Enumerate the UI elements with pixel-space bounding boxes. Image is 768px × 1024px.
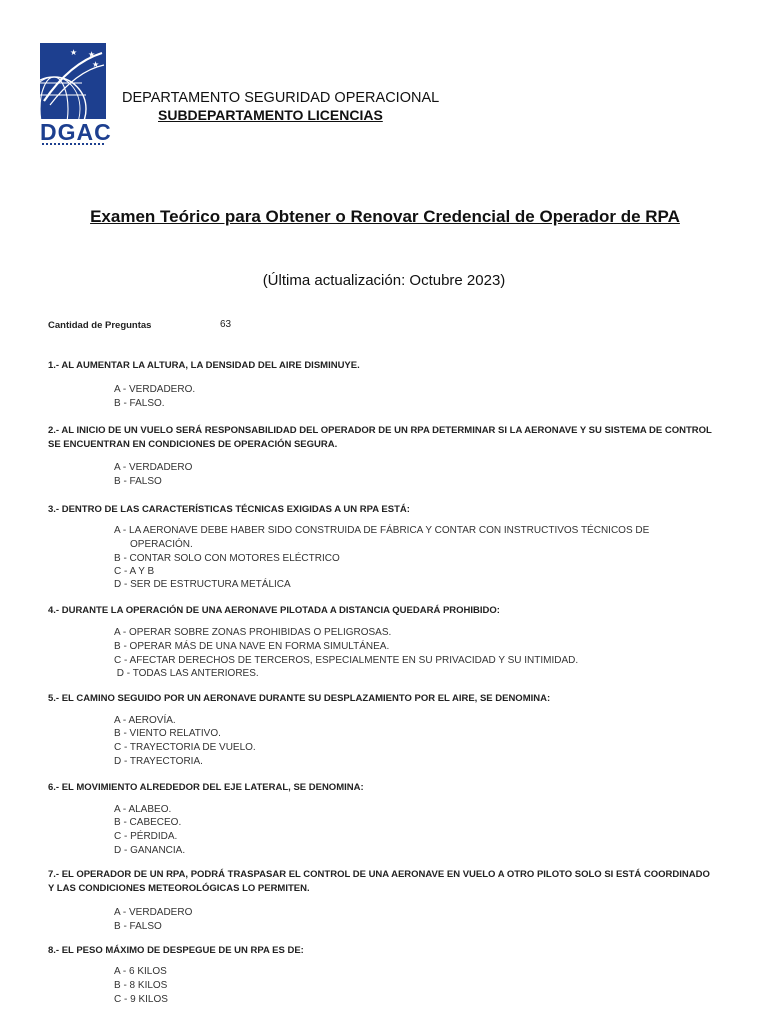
last-updated: (Última actualización: Octubre 2023) bbox=[262, 272, 506, 289]
option-3a: A - LA AERONAVE DEBE HABER SIDO CONSTRUIDA DE FÁBRICA Y CONTAR CON INSTRUCTIVOS TÉCNICOS DE OPERACIÓN. bbox=[114, 525, 650, 550]
question-count-label: Cantidad de Preguntas bbox=[48, 320, 152, 331]
question-6: 6.- EL MOVIMIENTO ALREDEDOR DEL EJE LATERAL, SE DENOMINA: bbox=[48, 782, 364, 793]
option-6c: C - PÉRDIDA. bbox=[114, 831, 178, 842]
option-2b: B - FALSO bbox=[114, 476, 162, 487]
subdepartment-heading: SUBDEPARTAMENTO LICENCIAS bbox=[158, 107, 383, 123]
option-5a: A - AEROVÍA. bbox=[114, 715, 176, 726]
option-4d: D - TODAS LAS ANTERIORES. bbox=[114, 668, 259, 679]
dgac-logo bbox=[40, 43, 112, 145]
question-1: 1.- AL AUMENTAR LA ALTURA, LA DENSIDAD DEL AIRE DISMINUYE. bbox=[48, 360, 360, 371]
svg-text:★: ★ bbox=[70, 48, 78, 57]
option-5c: C - TRAYECTORIA DE VUELO. bbox=[114, 742, 256, 753]
option-5d: D - TRAYECTORIA. bbox=[114, 756, 203, 767]
logo-wordmark: DGAC bbox=[40, 119, 112, 145]
option-3c: C - A Y B bbox=[114, 566, 155, 577]
logo-subtext bbox=[42, 143, 104, 148]
exam-title: Examen Teórico para Obtener o Renovar Credencial de Operador de RPA bbox=[90, 207, 680, 226]
globe-emblem-icon bbox=[40, 43, 106, 119]
option-6a: A - ALABEO. bbox=[114, 804, 172, 815]
option-7b: B - FALSO bbox=[114, 921, 162, 932]
question-4: 4.- DURANTE LA OPERACIÓN DE UNA AERONAVE PILOTADA A DISTANCIA QUEDARÁ PROHIBIDO: bbox=[48, 605, 500, 616]
option-1b: B - FALSO. bbox=[114, 398, 165, 409]
svg-text:★: ★ bbox=[92, 60, 100, 69]
option-1a: A - VERDADERO. bbox=[114, 384, 196, 395]
option-6b: B - CABECEO. bbox=[114, 817, 182, 828]
svg-text:★: ★ bbox=[88, 50, 96, 59]
question-8: 8.- EL PESO MÁXIMO DE DESPEGUE DE UN RPA ES DE: bbox=[48, 945, 304, 956]
option-2a: A - VERDADERO bbox=[114, 462, 193, 473]
option-3b: B - CONTAR SOLO CON MOTORES ELÉCTRICO bbox=[114, 553, 340, 564]
option-8a: A - 6 KILOS bbox=[114, 966, 167, 977]
department-heading: DEPARTAMENTO SEGURIDAD OPERACIONAL bbox=[122, 90, 440, 106]
option-4b: B - OPERAR MÁS DE UNA NAVE EN FORMA SIMULTÁNEA. bbox=[114, 641, 390, 652]
option-6d: D - GANANCIA. bbox=[114, 845, 186, 856]
option-8c: C - 9 KILOS bbox=[114, 994, 168, 1005]
option-4a: A - OPERAR SOBRE ZONAS PROHIBIDAS O PELIGROSAS. bbox=[114, 627, 392, 638]
option-7a: A - VERDADERO bbox=[114, 907, 193, 918]
question-3: 3.- DENTRO DE LAS CARACTERÍSTICAS TÉCNICAS EXIGIDAS A UN RPA ESTÁ: bbox=[48, 504, 410, 515]
option-4c: C - AFECTAR DERECHOS DE TERCEROS, ESPECIALMENTE EN SU PRIVACIDAD Y SU INTIMIDAD. bbox=[114, 655, 579, 666]
option-8b: B - 8 KILOS bbox=[114, 980, 168, 991]
option-3d: D - SER DE ESTRUCTURA METÁLICA bbox=[114, 579, 291, 590]
question-count-value: 63 bbox=[220, 319, 232, 330]
option-5b: B - VIENTO RELATIVO. bbox=[114, 728, 221, 739]
question-5: 5.- EL CAMINO SEGUIDO POR UN AERONAVE DURANTE SU DESPLAZAMIENTO POR EL AIRE, SE DENOMINA: bbox=[48, 693, 551, 704]
question-7: 7.- EL OPERADOR DE UN RPA, PODRÁ TRASPASAR EL CONTROL DE UNA AERONAVE EN VUELO A OTRO PILOTO SOLO SI ESTÁ COORDINADO Y LAS CONDICIONES METEOROLÓGICAS LO PERMITEN. bbox=[48, 869, 710, 894]
question-2: 2.- AL INICIO DE UN VUELO SERÁ RESPONSABILIDAD DEL OPERADOR DE UN RPA DETERMINAR SI LA AERONAVE Y SU SISTEMA DE CONTROL SE ENCUENTRAN EN CONDICIONES DE OPERACIÓN SEGURA. bbox=[48, 425, 712, 450]
